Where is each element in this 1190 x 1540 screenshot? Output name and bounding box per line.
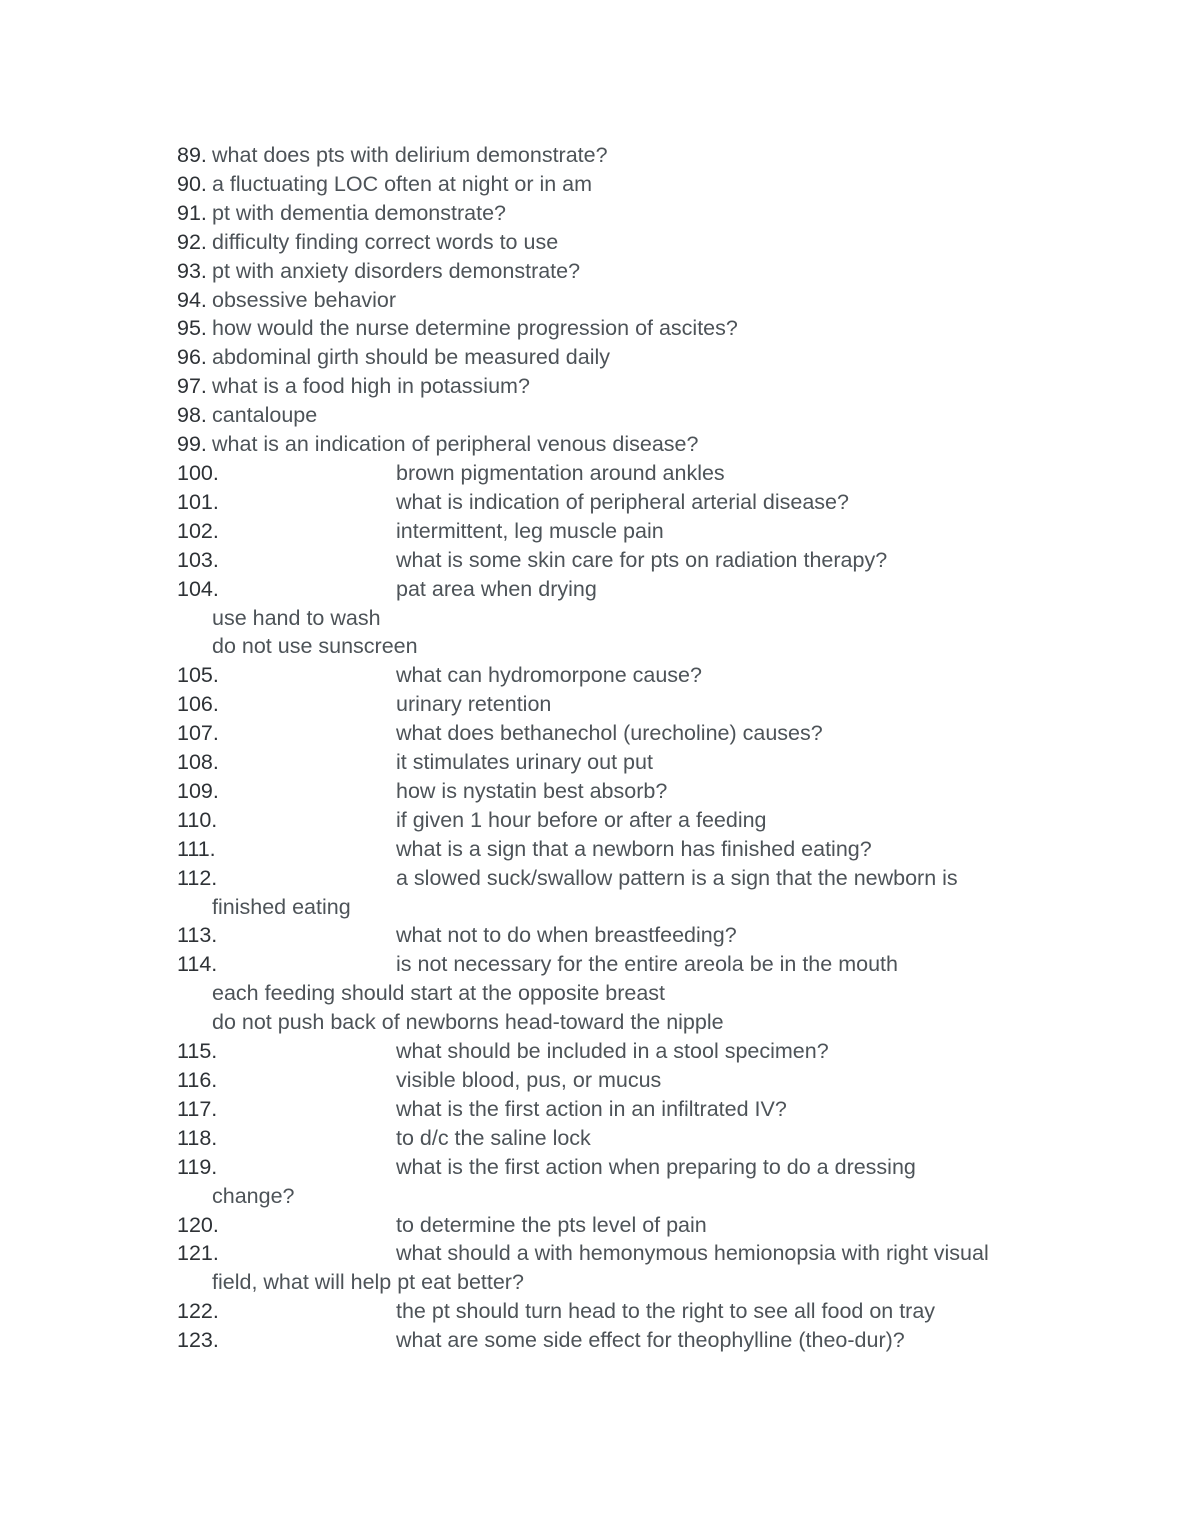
list-item	[177, 1095, 1057, 1124]
item-text: abdominal girth should be measured daily	[212, 345, 610, 370]
item-number: 89.	[177, 143, 207, 167]
list-item	[177, 170, 1057, 199]
item-number: 103.	[177, 547, 219, 572]
item-text: how would the nurse determine progression of ascites?	[212, 316, 738, 341]
item-number: 90.	[177, 171, 207, 196]
item-number: 113.	[177, 923, 218, 948]
item-text: obsessive behavior	[212, 287, 397, 312]
item-number: 105.	[177, 663, 219, 688]
list-item	[177, 517, 1057, 546]
list-item	[177, 748, 1057, 777]
item-number: 104.	[177, 576, 219, 601]
item-number: 94.	[177, 287, 207, 312]
list-item	[177, 864, 1057, 893]
item-text: to d/c the saline lock	[396, 1125, 591, 1150]
item-number: 102.	[177, 518, 219, 543]
list-item	[177, 777, 1057, 806]
item-number: 114.	[177, 952, 218, 977]
item-text: pat area when drying	[396, 576, 597, 601]
list-item	[177, 921, 1057, 950]
item-text: if given 1 hour before or after a feeding	[396, 807, 767, 832]
item-text: what should be included in a stool specimen?	[396, 1039, 829, 1064]
item-text: what is a food high in potassium?	[212, 374, 530, 399]
list-item	[177, 343, 1057, 372]
item-number: 106.	[177, 692, 219, 717]
item-text: what does bethanechol (urecholine) causes?	[396, 721, 823, 746]
item-continuation: do not push back of newborns head-toward the nipple	[212, 1010, 724, 1035]
item-number: 119.	[177, 1154, 218, 1179]
list-item	[177, 372, 1057, 401]
list-item	[177, 314, 1057, 343]
item-number: 122.	[177, 1299, 219, 1324]
list-item	[177, 719, 1057, 748]
item-number: 123.	[177, 1328, 219, 1353]
item-number: 112.	[177, 865, 218, 890]
item-continuation: finished eating	[212, 894, 351, 919]
item-number: 115.	[177, 1039, 218, 1064]
item-number: 107.	[177, 721, 219, 746]
list-item	[177, 257, 1057, 286]
list-item	[177, 1037, 1057, 1066]
list-item	[177, 401, 1057, 430]
list-item	[177, 950, 1057, 979]
list-item	[177, 690, 1057, 719]
item-text: the pt should turn head to the right to see all food on tray	[396, 1299, 936, 1324]
item-number: 96.	[177, 345, 207, 370]
item-text: a slowed suck/swallow pattern is a sign that the newborn is	[396, 865, 958, 890]
item-text: urinary retention	[396, 692, 552, 717]
item-text: to determine the pts level of pain	[396, 1212, 707, 1237]
item-number: 91.	[177, 200, 207, 225]
item-number: 111.	[177, 836, 216, 861]
item-number: 93.	[177, 258, 207, 283]
list-item	[177, 430, 1057, 459]
item-number: 98.	[177, 403, 207, 428]
item-text: what is the first action in an infiltrated IV?	[396, 1096, 787, 1121]
list-item	[177, 575, 1057, 604]
list-item	[177, 286, 1057, 315]
list-item	[177, 835, 1057, 864]
item-number: 108.	[177, 750, 219, 775]
item-text: visible blood, pus, or mucus	[396, 1068, 662, 1092]
item-text: pt with anxiety disorders demonstrate?	[212, 258, 581, 283]
item-number: 116.	[177, 1068, 218, 1092]
item-number: 120.	[177, 1212, 219, 1237]
item-continuation: field, what will help pt eat better?	[212, 1270, 524, 1295]
item-text: what does pts with delirium demonstrate?	[212, 143, 608, 167]
item-number: 118.	[177, 1125, 218, 1150]
item-number: 92.	[177, 229, 207, 254]
list-item	[177, 199, 1057, 228]
item-text: difficulty finding correct words to use	[212, 229, 559, 254]
item-text: what are some side effect for theophylline (theo-dur)?	[396, 1328, 905, 1353]
numbered-list	[177, 141, 1057, 1355]
item-continuation: do not use sunscreen	[212, 634, 418, 659]
list-item	[177, 488, 1057, 517]
item-number: 109.	[177, 778, 219, 803]
list-item	[177, 1239, 1057, 1268]
item-text: what not to do when breastfeeding?	[396, 923, 737, 948]
list-item	[177, 1326, 1057, 1355]
item-text: what can hydromorpone cause?	[396, 663, 702, 688]
list-item	[177, 806, 1057, 835]
item-number: 100.	[177, 460, 219, 485]
item-number: 99.	[177, 432, 207, 457]
item-text: what is some skin care for pts on radiation therapy?	[396, 547, 888, 572]
item-text: what is the first action when preparing to do a dressing	[396, 1154, 916, 1179]
list-item	[177, 141, 1057, 170]
list-item	[177, 1297, 1057, 1326]
item-continuation: use hand to wash	[212, 605, 381, 630]
item-number: 117.	[177, 1096, 218, 1121]
item-text: it stimulates urinary out put	[396, 750, 653, 775]
list-item	[177, 228, 1057, 257]
list-item	[177, 1153, 1057, 1182]
item-text: intermittent, leg muscle pain	[396, 518, 664, 543]
list-item	[177, 546, 1057, 575]
list-item	[177, 1211, 1057, 1240]
item-text: is not necessary for the entire areola be in the mouth	[396, 952, 898, 977]
list-item	[177, 459, 1057, 488]
list-item	[177, 1124, 1057, 1153]
item-text: what should a with hemonymous hemionopsia with right visual	[396, 1241, 989, 1266]
item-number: 110.	[177, 807, 218, 832]
list-item	[177, 1066, 1057, 1095]
item-text: what is an indication of peripheral venous disease?	[212, 432, 699, 457]
item-text: pt with dementia demonstrate?	[212, 200, 506, 225]
item-number: 101.	[177, 489, 219, 514]
item-text: what is a sign that a newborn has finished eating?	[396, 836, 872, 861]
item-text: how is nystatin best absorb?	[396, 778, 668, 803]
item-text: a fluctuating LOC often at night or in am	[212, 171, 593, 196]
item-text: cantaloupe	[212, 403, 318, 428]
item-text: what is indication of peripheral arterial disease?	[396, 489, 849, 514]
item-number: 97.	[177, 374, 207, 399]
item-number: 95.	[177, 316, 207, 341]
item-continuation: change?	[212, 1183, 295, 1208]
list-item	[177, 661, 1057, 690]
item-number: 121.	[177, 1241, 219, 1266]
item-continuation: each feeding should start at the opposite breast	[212, 981, 666, 1006]
item-text: brown pigmentation around ankles	[396, 460, 725, 485]
